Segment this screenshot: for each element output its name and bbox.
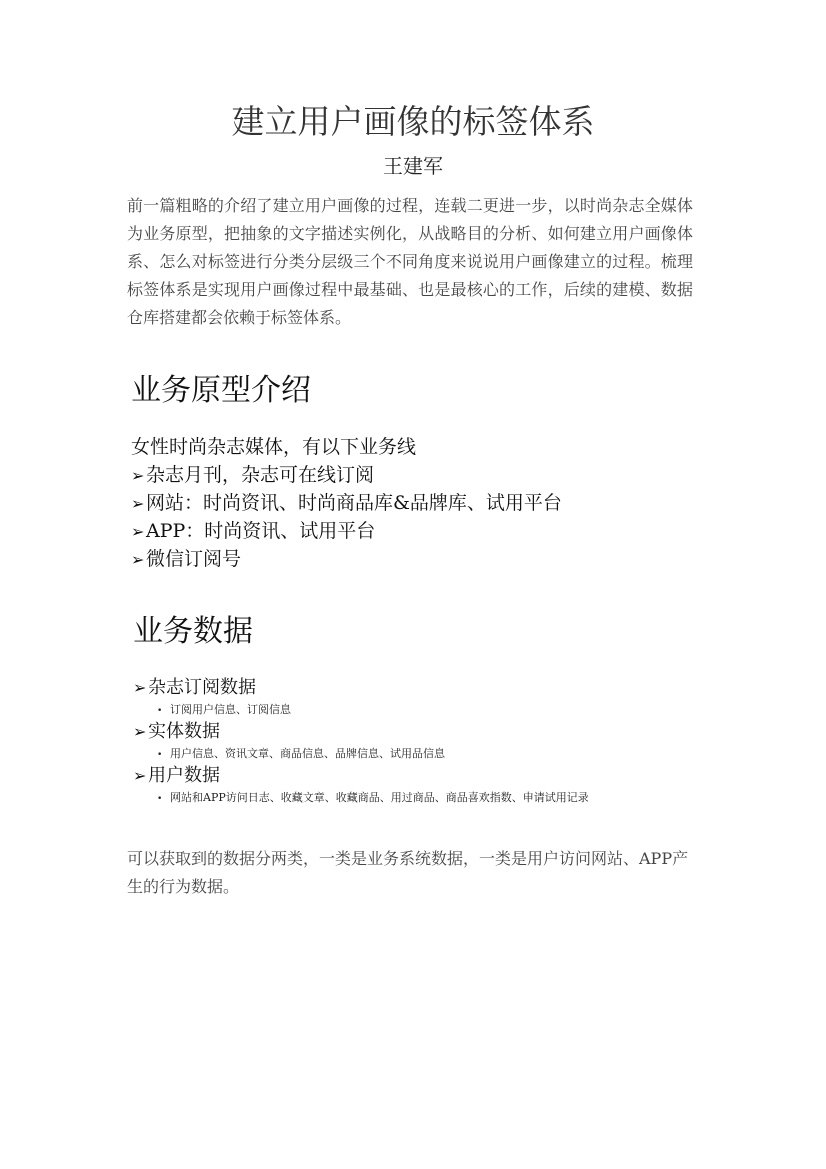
arrow-bullet-icon: ➢ — [131, 522, 145, 541]
data-group-entity — [133, 719, 589, 763]
data-group-detail-text: 订阅用户信息、订阅信息 — [170, 703, 291, 716]
author-name: 王建军 — [383, 154, 443, 178]
list-item-text: APP：时尚资讯、试用平台 — [146, 520, 376, 542]
data-group-detail-text: 网站和APP访问日志、收藏文章、收藏商品、用过商品、商品喜欢指数、申请试用记录 — [170, 791, 589, 804]
arrow-bullet-icon: ➢ — [131, 466, 145, 485]
dot-bullet-icon: • — [157, 706, 163, 716]
data-group-label: 杂志订阅数据 — [148, 677, 256, 698]
business-data-list — [133, 675, 589, 807]
list-item — [131, 517, 562, 545]
arrow-bullet-icon: ➢ — [133, 678, 147, 697]
arrow-bullet-icon: ➢ — [131, 550, 145, 569]
data-group-user — [133, 763, 589, 807]
summary-paragraph: 可以获取到的数据分两类，一类是业务系统数据，一类是用户访问网站、APP产生的行为数据。 — [127, 849, 689, 896]
document-title: 建立用户画像的标签体系 — [231, 102, 595, 141]
list-item-text: 网站：时尚资讯、时尚商品库&品牌库、试用平台 — [146, 492, 562, 514]
data-group-detail — [133, 701, 589, 719]
arrow-bullet-icon: ➢ — [133, 722, 147, 741]
list-item — [131, 545, 562, 573]
section-heading-business-data: 业务数据 — [133, 614, 253, 649]
data-group-magazine — [133, 675, 589, 719]
dot-bullet-icon: • — [157, 750, 163, 760]
business-model-list — [131, 433, 562, 573]
list-item — [131, 461, 562, 489]
arrow-bullet-icon: ➢ — [133, 766, 147, 785]
data-group-heading — [133, 675, 589, 701]
data-group-heading — [133, 719, 589, 745]
data-group-detail — [133, 745, 589, 763]
data-group-detail — [133, 789, 589, 807]
business-model-lead — [131, 433, 562, 461]
data-group-label: 用户数据 — [148, 765, 220, 786]
arrow-bullet-icon: ➢ — [131, 494, 145, 513]
data-group-label: 实体数据 — [148, 721, 220, 742]
intro-paragraph: 前一篇粗略的介绍了建立用户画像的过程，连载二更进一步，以时尚杂志全媒体为业务原型，把抽象的文字描述实例化，从战略目的分析、如何建立用户画像体系、怎么对标签进行分类分层级三个不同角度来说说用户画像建立的过程。梳理标签体系是实现用户画像过程中最基础、也是最核心的工作，后续的建模、数据仓库搭建都会依赖于标签体系。 — [127, 196, 693, 327]
lead-text: 女性时尚杂志媒体，有以下业务线 — [131, 436, 417, 458]
list-item-text: 微信订阅号 — [146, 548, 242, 570]
data-group-heading — [133, 763, 589, 789]
list-item-text: 杂志月刊，杂志可在线订阅 — [146, 464, 375, 486]
data-group-detail-text: 用户信息、资讯文章、商品信息、品牌信息、试用品信息 — [170, 747, 445, 760]
list-item — [131, 489, 562, 517]
dot-bullet-icon: • — [157, 794, 163, 804]
section-heading-business-model: 业务原型介绍 — [131, 373, 311, 408]
